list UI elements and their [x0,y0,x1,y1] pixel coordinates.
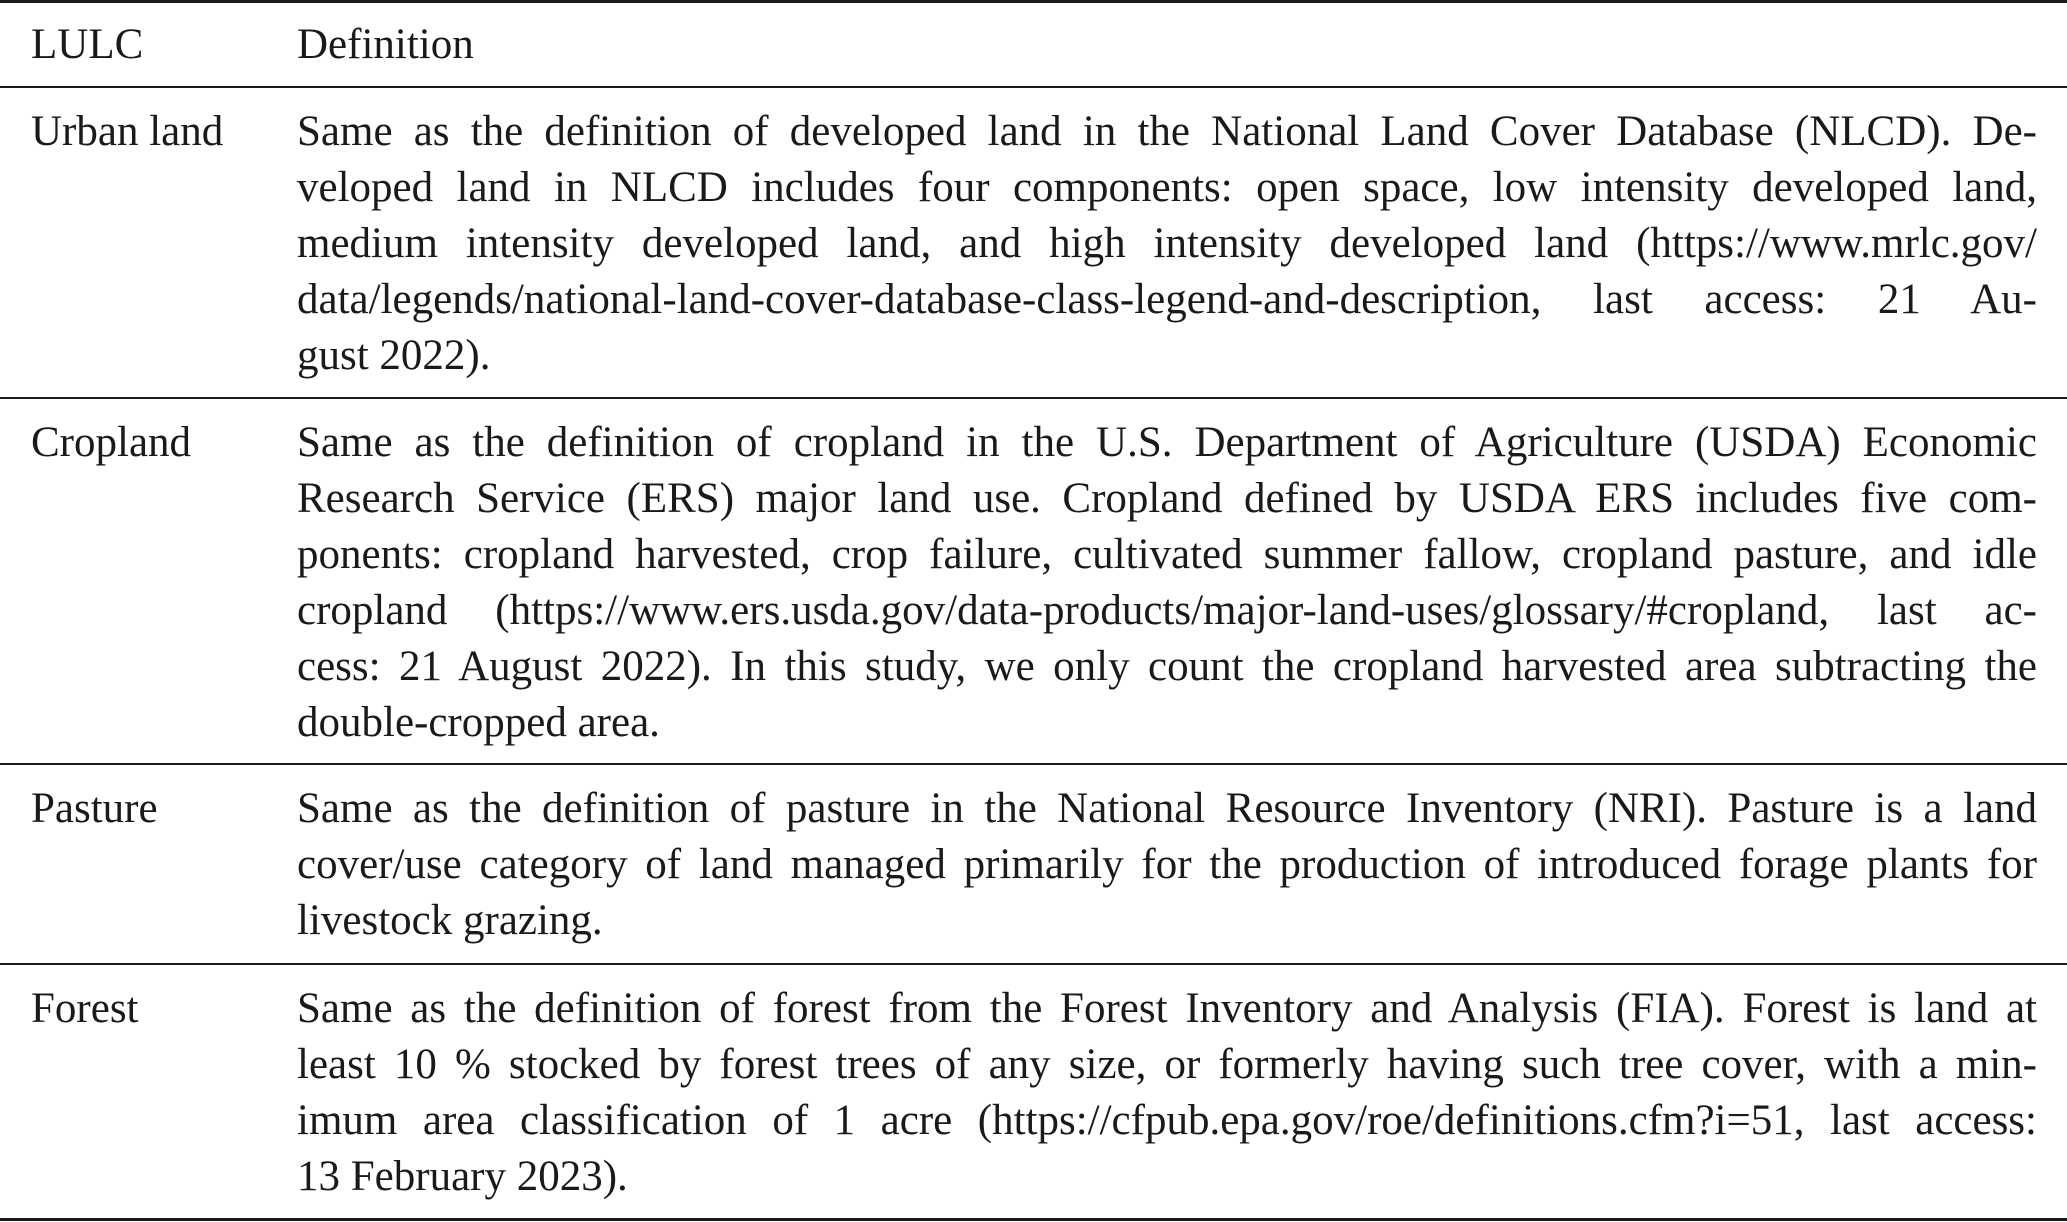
table-row-forest [0,965,2067,1218]
definition-line: 13 February 2023). [297,1153,628,1200]
definition-cell [297,781,2037,951]
definition-line: livestock grazing. [297,897,603,944]
table-row-pasture [0,765,2067,963]
definition-line: data/legends/national-land-cover-database-class-legend-and-description, last access: 21 Au- [297,276,2037,323]
definition-line: double-cropped area. [297,699,660,746]
definition-line: gust 2022). [297,332,491,379]
lulc-cell: Forest [31,985,139,1032]
definition-line: Research Service (ERS) major land use. Cropland defined by USDA ERS includes five com- [297,475,2037,522]
definition-cell [297,415,2037,751]
definition-line: cover/use category of land managed primarily for the production of introduced forage plants for [297,841,2037,888]
definition-cell [297,981,2037,1206]
lulc-cell: Pasture [31,785,158,832]
definition-line: least 10 % stocked by forest trees of any size, or formerly having such tree cover, with a min- [297,1041,2037,1088]
definition-line: veloped land in NLCD includes four components: open space, low intensity developed land, [297,164,2037,211]
definition-line: Same as the definition of forest from the Forest Inventory and Analysis (FIA). Forest is land at [297,985,2037,1032]
header-definition: Definition [297,21,474,68]
definition-line: cess: 21 August 2022). In this study, we only count the cropland harvested area subtracting the [297,643,2037,690]
definition-line: Same as the definition of pasture in the National Resource Inventory (NRI). Pasture is a land [297,785,2037,832]
definition-cell [297,104,2037,385]
definition-line: cropland (https://www.ers.usda.gov/data-products/major-land-uses/glossary/#cropland, last ac- [297,587,2037,634]
definition-line: Same as the definition of developed land in the National Land Cover Database (NLCD). De- [297,108,2037,155]
definition-line: medium intensity developed land, and high intensity developed land (https://www.mrlc.gov/ [297,220,2037,267]
table-row-cropland [0,399,2067,763]
definition-line: Same as the definition of cropland in the U.S. Department of Agriculture (USDA) Economic [297,419,2037,466]
header-lulc: LULC [31,21,144,68]
table-row-urban-land [0,88,2067,397]
definition-line: imum area classification of 1 acre (https://cfpub.epa.gov/roe/definitions.cfm?i=51, last access: [297,1097,2037,1144]
lulc-cell: Cropland [31,419,192,466]
bottom-rule [0,1218,2067,1221]
definition-line: ponents: cropland harvested, crop failure, cultivated summer fallow, cropland pasture, and idle [297,531,2037,578]
table-header-row [0,3,2067,86]
lulc-cell: Urban land [31,108,224,155]
